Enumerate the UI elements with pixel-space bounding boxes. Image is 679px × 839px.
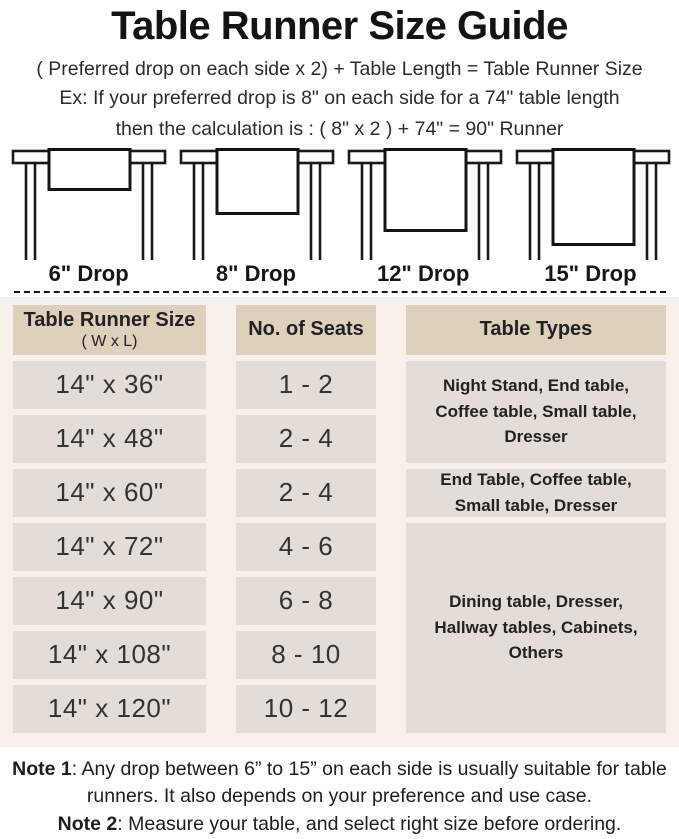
size-cell: 14" x 36": [13, 361, 206, 409]
note-1-label: Note 1: [12, 757, 72, 780]
drop-label-12: 12" Drop: [376, 260, 470, 286]
note-2: [8, 811, 671, 839]
types-cell-small-tables: Night Stand, End table, Coffee table, Small table, Dresser: [406, 361, 666, 463]
size-cell: 14" x 90": [13, 577, 206, 625]
seats-cell: 10 - 12: [236, 685, 376, 733]
table-6-drop-illustration: [5, 148, 173, 260]
table-runner-drawing-icon: [173, 148, 341, 260]
seats-cell: 8 - 10: [236, 631, 376, 679]
table-12-drop-illustration: [341, 148, 509, 260]
size-table-section: [0, 297, 679, 747]
seats-cell: 4 - 6: [236, 523, 376, 571]
table-8-drop-illustration: [173, 148, 341, 260]
table-illustrations-row: [0, 144, 679, 260]
size-table: [0, 305, 679, 733]
size-cell: 14" x 120": [13, 685, 206, 733]
table-runner-drawing-icon: [341, 148, 509, 260]
formula-text: ( Preferred drop on each side x 2) + Table Length = Table Runner Size: [36, 58, 643, 80]
header-seats: [236, 305, 376, 355]
drop-label-15: 15" Drop: [544, 260, 637, 286]
size-cell: 14" x 48": [13, 415, 206, 463]
drop-label-6: 6" Drop: [48, 260, 129, 286]
note-2-label: Note 2: [57, 813, 118, 836]
drop-label-8: 8" Drop: [215, 260, 296, 286]
size-cell: 14" x 72": [13, 523, 206, 571]
drop-labels-row: [0, 261, 679, 287]
seats-cell: 2 - 4: [236, 469, 376, 517]
note-1: [8, 756, 671, 811]
table-runner-drawing-icon: [5, 148, 173, 260]
note-1-text: : Any drop between 6” to 15” on each side is usually suitable for table runners. It also depends on your preference and use case.: [71, 757, 667, 808]
notes-block: [8, 756, 671, 839]
note-2-text: : Measure your table, and select right size before ordering.: [117, 813, 622, 836]
seats-cell: 1 - 2: [236, 361, 376, 409]
example-line-1: Ex: If your preferred drop is 8" on each side for a 74" table length: [59, 87, 620, 110]
header-runner-size: [13, 305, 206, 355]
seats-cell: 6 - 8: [236, 577, 376, 625]
table-runner-drawing-icon: [509, 148, 677, 260]
header-runner-size-title: Table Runner Size: [23, 308, 196, 331]
page-title: Table Runner Size Guide: [111, 4, 568, 48]
example-line-2: then the calculation is : ( 8" x 2 ) + 74" = 90" Runner: [115, 118, 564, 140]
size-cell: 14" x 108": [13, 631, 206, 679]
types-cell-medium-tables: End Table, Coffee table, Small table, Dresser: [406, 469, 666, 517]
dashed-divider: [14, 291, 666, 293]
header-seats-title: No. of Seats: [248, 318, 364, 341]
header-runner-size-sub: ( W x L): [81, 332, 138, 350]
seats-cell: 2 - 4: [236, 415, 376, 463]
size-cell: 14" x 60": [13, 469, 206, 517]
types-cell-large-tables: Dining table, Dresser, Hallway tables, Cabinets, Others: [406, 523, 666, 733]
table-15-drop-illustration: [509, 148, 677, 260]
header-table-types: [406, 305, 666, 355]
header-table-types-title: Table Types: [479, 318, 593, 341]
